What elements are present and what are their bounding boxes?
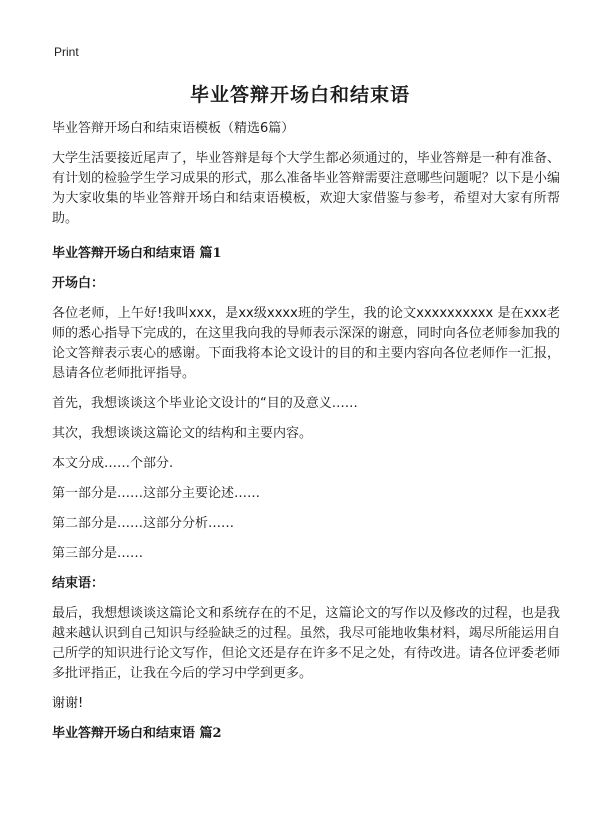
- body-line-6: 第三部分是……: [52, 546, 144, 561]
- body-line-1: 首先，我想谈谈这个毕业论文设计的“目的及意义……: [52, 396, 358, 411]
- print-link[interactable]: Print: [54, 45, 79, 59]
- closing-label: 结束语：: [52, 576, 105, 591]
- opening-paragraph: 各位老师，上午好!我叫xxx，是xx级xxxx班的学生，我的论文xxxxxxxxxx 是在xxx老师的悉心指导下完成的，在这里我向我的导师表示深深的谢意，同时向各位老师参加我的论文答辩表示衷心的感谢。下面我将本论文设计的目的和主要内容向各位老师作一汇报，恳请各位老师批评指导。: [52, 306, 560, 381]
- document-title: 毕业答辩开场白和结束语: [189, 84, 410, 106]
- document-body: [52, 119, 560, 754]
- section-heading-1: 毕业答辩开场白和结束语 篇1: [52, 246, 222, 261]
- document-subtitle: 毕业答辩开场白和结束语模板（精选6篇）: [52, 121, 295, 136]
- body-line-2: 其次，我想谈谈这篇论文的结构和主要内容。: [52, 426, 313, 441]
- body-line-4: 第一部分是……这部分主要论述……: [52, 486, 261, 501]
- body-line-5: 第二部分是……这部分分析……: [52, 516, 235, 531]
- thanks-line: 谢谢!: [52, 696, 84, 711]
- body-line-3: 本文分成……个部分.: [52, 456, 174, 471]
- intro-paragraph: 大学生活要接近尾声了，毕业答辩是每个大学生都必须通过的，毕业答辩是一种有准备、有计划的检验学生学习成果的形式，那么准备毕业答辩需要注意哪些问题呢？以下是小编为大家收集的毕业答辩开场白和结束语模板，欢迎大家借鉴与参考，希望对大家有所帮助。: [52, 151, 560, 226]
- opening-label: 开场白：: [52, 276, 105, 291]
- closing-paragraph: 最后，我想想谈谈这篇论文和系统存在的不足，这篇论文的写作以及修改的过程，也是我越来越认识到自己知识与经验缺乏的过程。虽然，我尽可能地收集材料，竭尽所能运用自己所学的知识进行论文写作，但论文还是存在许多不足之处，有待改进。请各位评委老师多批评指正，让我在今后的学习中学到更多。: [52, 606, 560, 681]
- section-heading-2: 毕业答辩开场白和结束语 篇2: [52, 726, 222, 741]
